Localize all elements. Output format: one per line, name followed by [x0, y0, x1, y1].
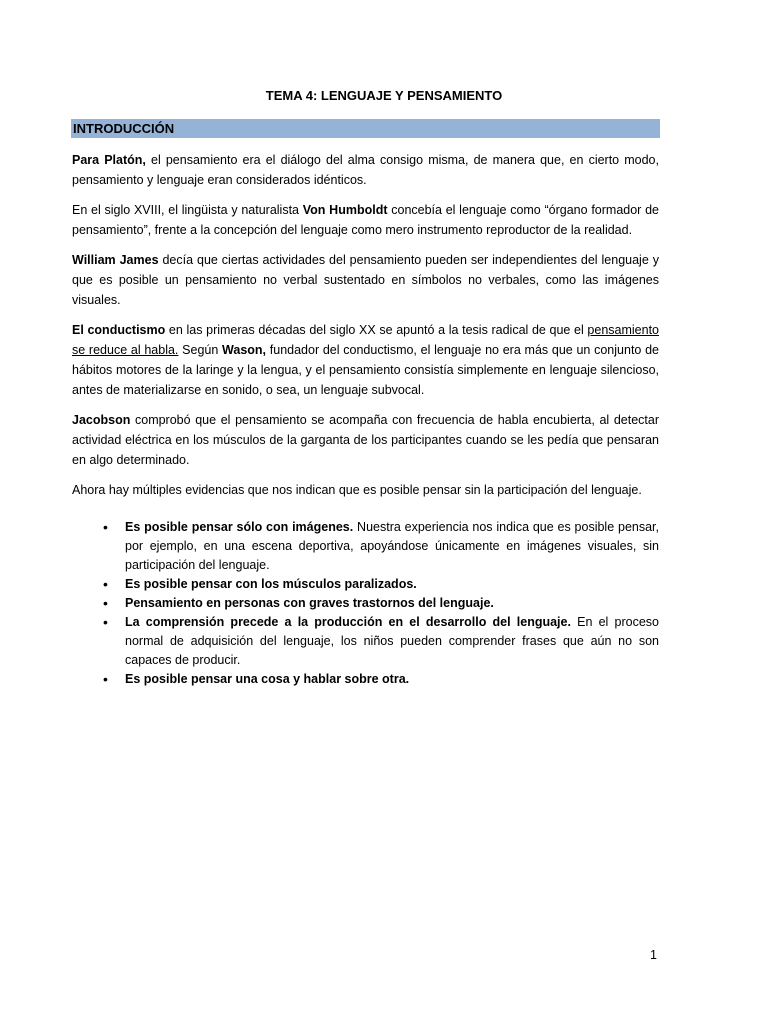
evidence-list — [72, 518, 659, 689]
list-item — [72, 575, 659, 594]
list-item — [72, 670, 659, 689]
paragraph-platon — [72, 150, 659, 190]
list-item-bold: Es posible pensar sólo con imágenes. — [125, 520, 354, 534]
paragraph-jacobson — [72, 410, 659, 470]
paragraph-james — [72, 250, 659, 310]
paragraph-text: decía que ciertas actividades del pensamiento pueden ser independientes del lenguaje y que es posible un pensamiento no verbal sustentado en símbolos no verbales, como las imágenes visuales. — [72, 253, 659, 307]
paragraph-conductismo — [72, 320, 659, 400]
bold-humboldt: Von Humboldt — [302, 203, 388, 217]
list-item — [72, 518, 659, 575]
paragraph-evidencias — [72, 480, 659, 500]
paragraph-text: Ahora hay múltiples evidencias que nos indican que es posible pensar sin la participación del lenguaje. — [72, 483, 642, 497]
paragraph-text: el pensamiento era el diálogo del alma consigo misma, de manera que, en cierto modo, pensamiento y lenguaje eran considerados idénticos. — [72, 153, 659, 187]
document-body — [72, 150, 659, 689]
paragraph-text: concebía el lenguaje como “órgano formador de pensamiento”, frente a la concepción del lenguaje como mero instrumento reproductor de la realidad. — [72, 203, 659, 237]
list-item-bold: Es posible pensar una cosa y hablar sobre otra. — [125, 672, 410, 686]
paragraph-humboldt — [72, 200, 659, 240]
bold-platon: Para Platón, — [72, 153, 146, 167]
paragraph-text: fundador del conductismo, el lenguaje no era más que un conjunto de hábitos motores de la laringe y la lengua, y el pensamiento consistía simplemente en lenguaje silencioso, antes de materializarse en sonido, o sea, un lenguaje subvocal. — [72, 343, 660, 397]
list-item-bold: Pensamiento en personas con graves trastornos del lenguaje. — [125, 596, 494, 610]
list-item-text: En el proceso normal de adquisición del lenguaje, los niños pueden comprender frases que aún no son capaces de producir. — [125, 615, 659, 667]
list-item-bold: La comprensión precede a la producción en el desarrollo del lenguaje. — [125, 615, 571, 629]
list-item — [72, 613, 659, 670]
bold-james: William James — [72, 253, 159, 267]
section-heading-bar — [71, 119, 660, 138]
list-item-text: Nuestra experiencia nos indica que es posible pensar, por ejemplo, en una escena deportiva, apoyándose únicamente en imágenes visuales, sin participación del lenguaje. — [125, 520, 659, 572]
list-item-bold: Es posible pensar con los músculos paralizados. — [125, 577, 417, 591]
bold-wason: Wason, — [222, 343, 267, 357]
bold-conductismo: El conductismo — [72, 323, 166, 337]
paragraph-text: En el siglo XVIII, el lingüista y naturalista — [72, 203, 303, 217]
bold-jacobson: Jacobson — [72, 413, 131, 427]
underlined-thesis: pensamiento se reduce al habla. — [72, 323, 659, 357]
document-title: TEMA 4: LENGUAJE Y PENSAMIENTO — [265, 88, 503, 103]
section-heading: INTRODUCCIÓN — [73, 121, 175, 136]
page-number: 1 — [650, 948, 657, 962]
paragraph-text: comprobó que el pensamiento se acompaña con frecuencia de habla encubierta, al detectar actividad eléctrica en los músculos de la garganta de los participantes cuando se les pedía que pensaran en algo determinado. — [72, 413, 659, 467]
paragraph-text: en las primeras décadas del siglo XX se apuntó a la tesis radical de que el — [165, 323, 588, 337]
list-item — [72, 594, 659, 613]
paragraph-text: Según — [178, 343, 223, 357]
